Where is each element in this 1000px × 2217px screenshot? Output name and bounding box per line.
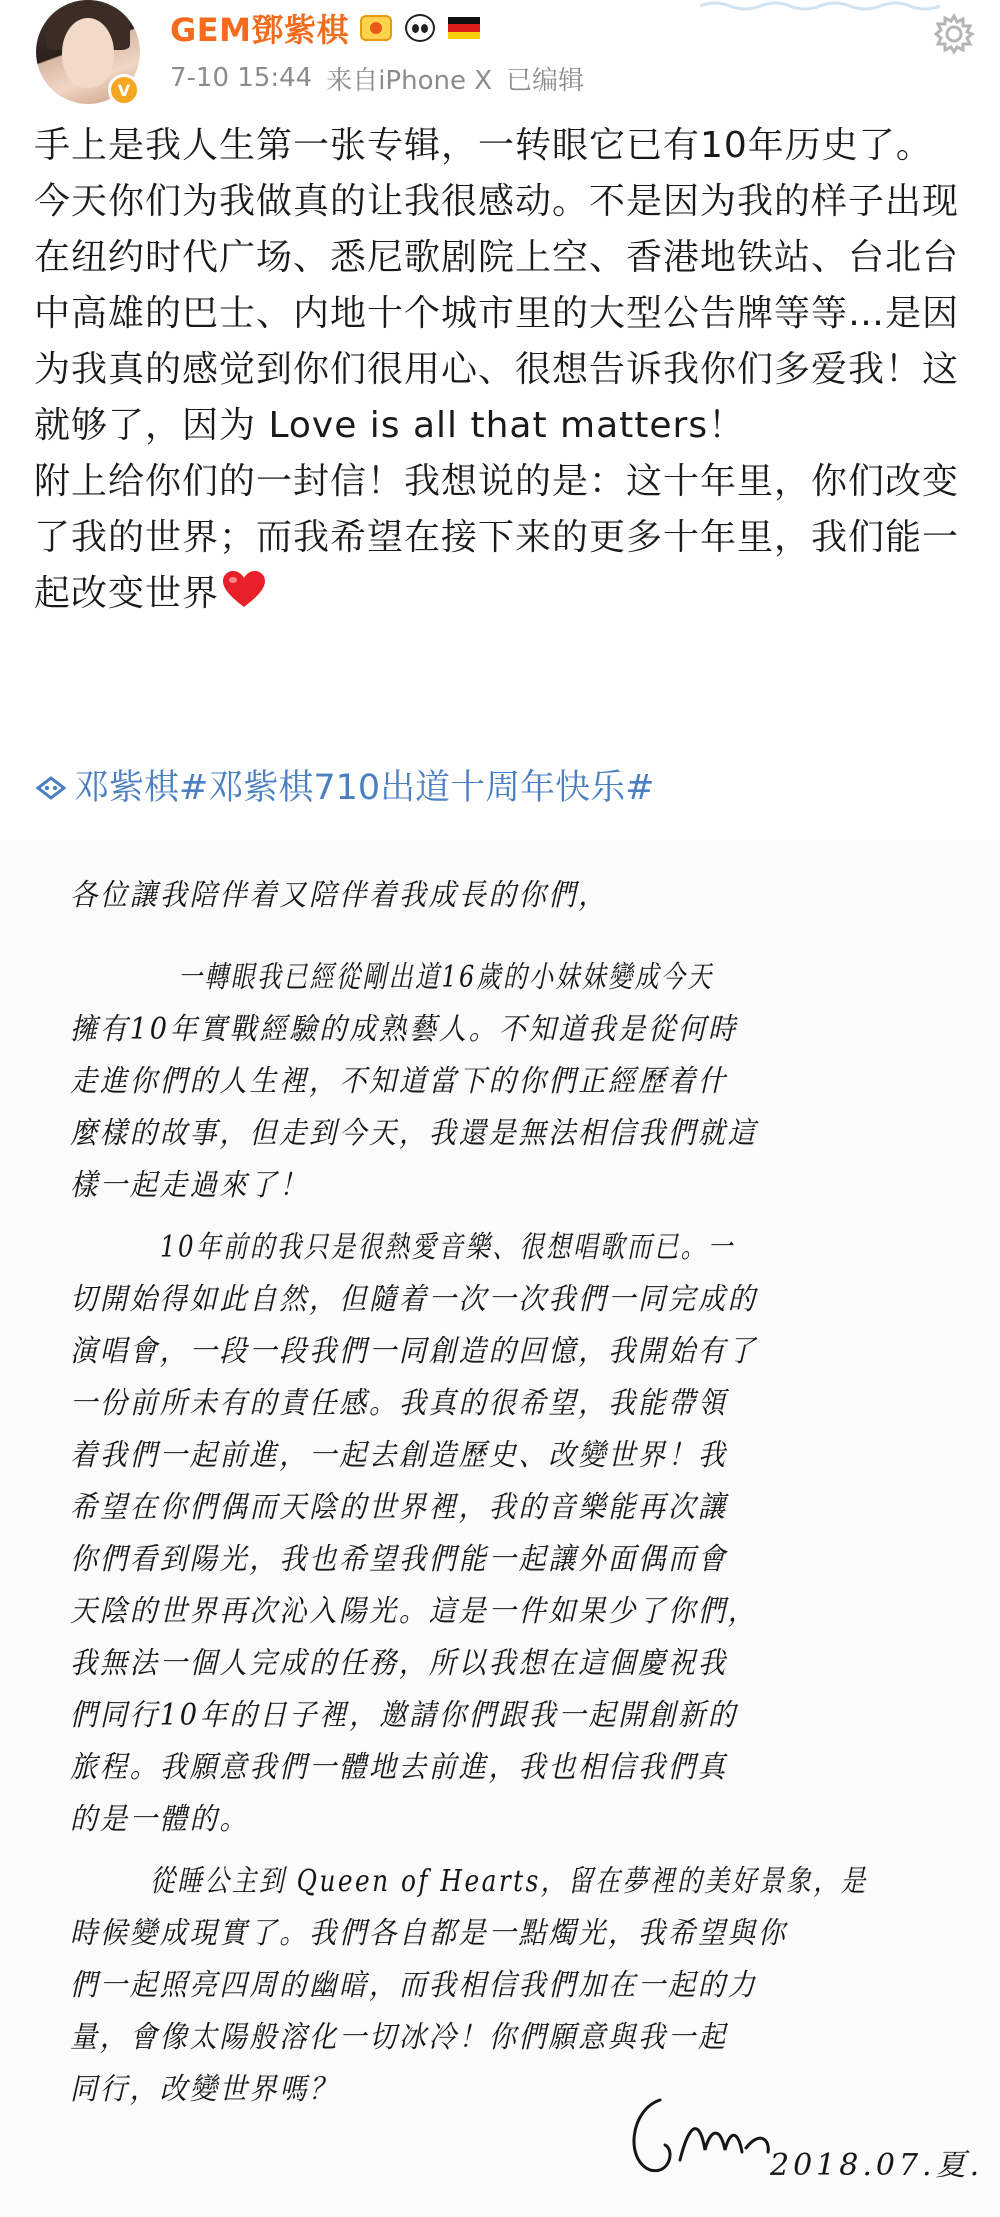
hashtag-row: [34, 760, 654, 816]
letter-line: 各位讓我陪伴着又陪伴着我成長的你們，: [70, 878, 609, 913]
post-source[interactable]: 来自iPhone X: [326, 65, 493, 96]
letter-line: 從睡公主到 Queen of Hearts，留在夢裡的美好景象，是: [150, 1864, 868, 1899]
letter-line: 演唱會，一段一段我們一同創造的回憶，我開始有了: [70, 1334, 758, 1369]
letter-line: 量，會像太陽般溶化一切冰冷！你們願意與我一起: [70, 2020, 728, 2055]
letter-line: 着我們一起前進，一起去創造歷史、改變世界！我: [70, 1438, 728, 1473]
topic-icon: [34, 774, 68, 802]
letter-line: 你們看到陽光，我也希望我們能一起讓外面偶而會: [70, 1542, 728, 1577]
post-paragraph: [34, 454, 964, 622]
post-timestamp: 7-10 15:44: [170, 63, 313, 93]
gear-icon: [933, 13, 975, 55]
letter-line: 10年前的我只是很熱愛音樂、很想唱歌而已。一: [160, 1230, 735, 1265]
letter-line: 希望在你們偶而天陰的世界裡，我的音樂能再次讓: [70, 1490, 728, 1525]
follow-gear-icon[interactable]: [930, 10, 978, 58]
handwritten-letter-image[interactable]: [0, 840, 1000, 2217]
letter-line: 走進你們的人生裡，不知道當下的你們正經歷着什: [70, 1064, 728, 1099]
letter-line: 時候變成現實了。我們各自都是一點燭光，我希望與你: [70, 1916, 788, 1951]
letter-line: 切開始得如此自然，但隨着一次一次我們一同完成的: [70, 1282, 758, 1317]
letter-line: 們一起照亮四周的幽暗，而我相信我們加在一起的力: [70, 1968, 758, 2003]
username-row: [170, 6, 481, 50]
post-meta: [170, 58, 598, 98]
letter-line: 樣一起走過來了！: [70, 1168, 310, 1203]
hashtag-link[interactable]: #邓紫棋710出道十周年快乐#: [179, 768, 655, 808]
letter-line: 們同行10年的日子裡，邀請你們跟我一起開創新的: [70, 1698, 738, 1733]
panda-icon: [403, 13, 437, 43]
letter-line: 我無法一個人完成的任務，所以我想在這個慶祝我: [70, 1646, 728, 1681]
post-paragraph: 手上是我人生第一张专辑，一转眼它已有10年历史了。: [34, 125, 933, 166]
post-content: [34, 118, 964, 622]
letter-line: 麼樣的故事，但走到今天，我還是無法相信我們就這: [70, 1116, 758, 1151]
crown-badge-icon[interactable]: [359, 13, 393, 43]
post-paragraph-text: 附上给你们的一封信！我想说的是：这十年里，你们改变了我的世界；而我希望在接下来的更多十年里，我们能一起改变世界: [34, 461, 960, 614]
post-header: [0, 0, 1000, 110]
post-paragraph: 今天你们为我做真的让我很感动。不是因为我的样子出现在纽约时代广场、悉尼歌剧院上空、香港地铁站、台北台中高雄的巴士、内地十个城市里的大型公告牌等等…是因为我真的感觉到你们很用心、很想告诉我你们多爱我！这就够了，因为 Love is all that matters！: [34, 181, 960, 446]
german-flag-icon: [447, 13, 481, 43]
letter-line: 天陰的世界再次沁入陽光。這是一件如果少了你們，: [70, 1594, 758, 1629]
letter-line: 同行，改變世界嗎？: [70, 2072, 340, 2107]
letter-line: 一轉眼我已經從剛出道16歲的小妹妹變成今天: [178, 960, 714, 995]
verified-v-badge-icon: V: [108, 74, 140, 106]
letter-line: 一份前所未有的責任感。我真的很希望，我能帶領: [70, 1386, 728, 1421]
signature-scribble: [620, 2090, 780, 2180]
heart-emoji-icon: [221, 569, 267, 609]
letter-line: 擁有10年實戰經驗的成熟藝人。不知道我是從何時: [70, 1012, 738, 1047]
letter-date: 2018.07.夏.: [770, 2148, 984, 2183]
hashtag-link[interactable]: 邓紫棋: [74, 768, 180, 808]
username[interactable]: GEM鄧紫棋: [170, 11, 349, 49]
edited-label[interactable]: 已编辑: [506, 65, 585, 96]
letter-line: 旅程。我願意我們一體地去前進，我也相信我們真: [70, 1750, 728, 1785]
avatar-face: [62, 18, 114, 88]
letter-line: 的是一體的。: [70, 1802, 250, 1837]
